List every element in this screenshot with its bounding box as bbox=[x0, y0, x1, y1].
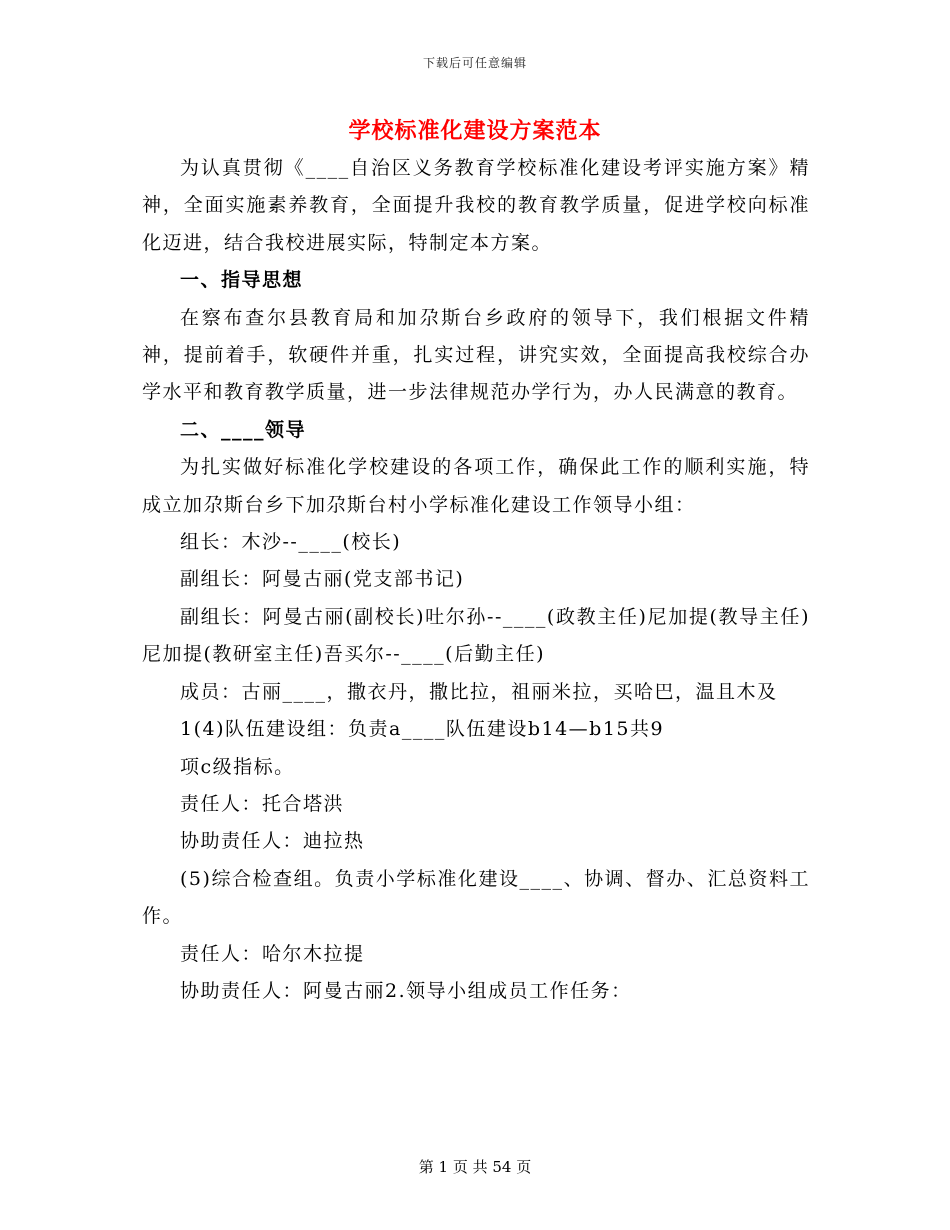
leadership-intro-paragraph: 为扎实做好标准化学校建设的各项工作，确保此工作的顺利实施，特成立加尕斯台乡下加尕斯台村小学标准化建设工作领导小组： bbox=[142, 456, 810, 516]
deputy-leader-line-1: 副组长：阿曼古丽(党支部书记) bbox=[180, 568, 465, 591]
responsible-person-line-1: 责任人：托合塔洪 bbox=[180, 792, 345, 815]
document-body bbox=[142, 150, 810, 1010]
intro-paragraph: 为认真贯彻《____自治区义务教育学校标准化建设考评实施方案》精神，全面实施素养教育，全面提升我校的教育教学质量，促进学校向标准化迈进，结合我校进展实际，特制定本方案。 bbox=[142, 157, 810, 254]
members-line: 成员：古丽____，撒衣丹，撒比拉，祖丽米拉，买哈巴，温且木及 bbox=[180, 680, 778, 703]
guiding-ideology-paragraph: 在察布查尔县教育局和加尕斯台乡政府的领导下，我们根据文件精神，提前着手，软硬件并重，扎实过程，讲究实效，全面提高我校综合办学水平和教育教学质量，进一步法律规范办学行为，办人民满意的教育。 bbox=[142, 306, 810, 404]
assistant-responsible-line-1: 协助责任人：迪拉热 bbox=[180, 830, 365, 853]
page-number-footer: 第 1 页 共 54 页 bbox=[418, 1158, 532, 1176]
section-heading-leadership: 二、____领导 bbox=[180, 418, 307, 441]
section-heading-guiding-ideology: 一、指导思想 bbox=[180, 269, 304, 292]
team-building-group-line: 1(4)队伍建设组：负责a____队伍建设b14—b15共9 bbox=[180, 718, 665, 741]
assistant-responsible-line-2: 协助责任人：阿曼古丽2.领导小组成员工作任务： bbox=[180, 979, 632, 1002]
group-leader-line: 组长：木沙--____(校长) bbox=[180, 531, 402, 554]
document-title: 学校标准化建设方案范本 bbox=[348, 118, 602, 144]
team-building-indicator-line: 项c级指标。 bbox=[180, 755, 295, 778]
inspection-group-paragraph: (5)综合检查组。负责小学标准化建设____、协调、督办、汇总资料工作。 bbox=[142, 867, 810, 928]
deputy-leader-line-2: 副组长：阿曼古丽(副校长)吐尔孙--____(政教主任)尼加提(教导主任)尼加提(教研室主任)吾买尔--____(后勤主任) bbox=[142, 605, 810, 666]
responsible-person-line-2: 责任人：哈尔木拉提 bbox=[180, 942, 365, 965]
page-header-note: 下载后可任意编辑 bbox=[422, 56, 527, 70]
